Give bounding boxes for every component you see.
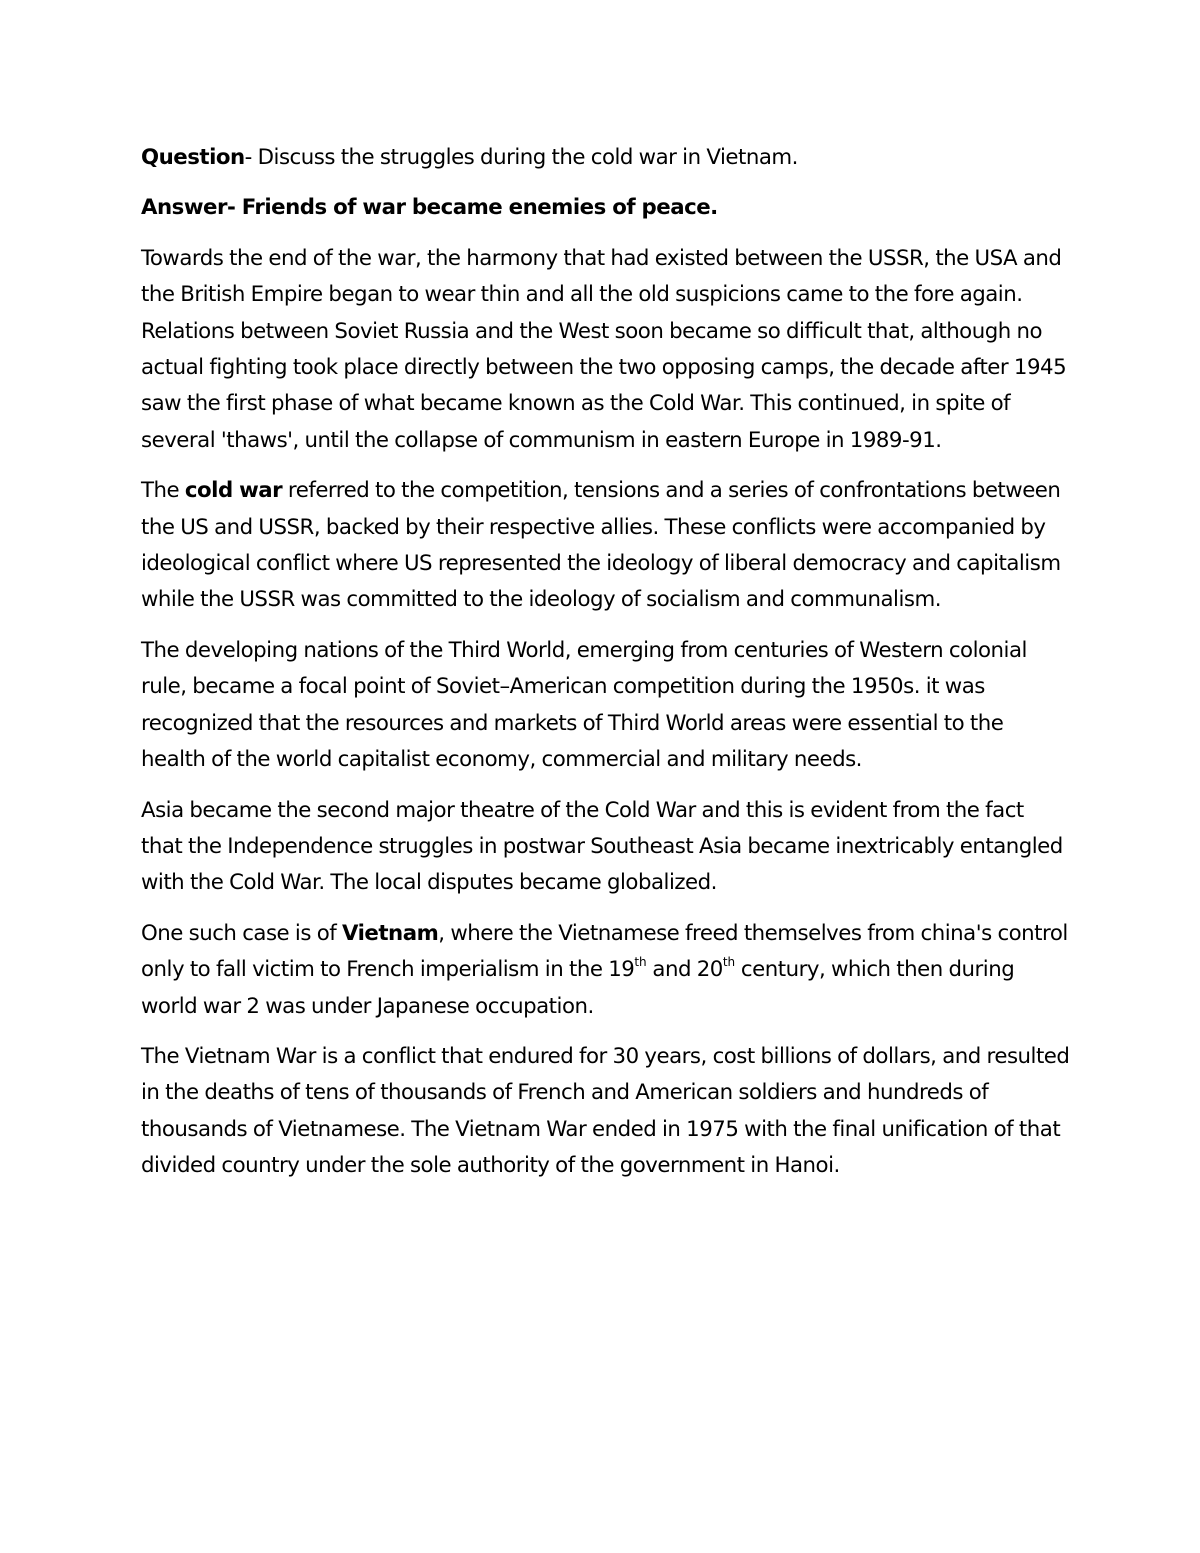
- paragraph-5-start: One such case is of: [141, 920, 343, 946]
- paragraph-1: Towards the end of the war, the harmony that had existed between the USSR, the USA and the British Empire began to wear thin and all the old suspicions came to the fore again. Relations between Soviet Russia and the West soon became so difficult that, although no actual fighting took place directly between the two opposing camps, the decade after 1945 saw the first phase of what became known as the Cold War. This continued, in spite of several 'thaws', until the collapse of communism in eastern Europe in 1989-91.: [141, 245, 1067, 453]
- question-label: Question: [141, 145, 245, 170]
- paragraph-2-bold-term: cold war: [184, 478, 283, 504]
- paragraph-6: The Vietnam War is a conflict that endured for 30 years, cost billions of dollars, and resulted in the deaths of tens of thousands of French and American soldiers and hundreds of thousands of Vietnamese. The Vietnam War ended in 1975 with the final unification of that divided country under the sole authority of the government in Hanoi.: [141, 1043, 1070, 1179]
- paragraph-5-end: century, which then during world war 2 was under Japanese occupation.: [141, 957, 1015, 1019]
- paragraph-2: [141, 473, 1070, 619]
- paragraph-2-start: The: [141, 478, 185, 504]
- answer-heading: Answer- Friends of war became enemies of peace.: [141, 195, 718, 221]
- paragraph-5-middle-1: , where the Vietnamese freed themselves from china's control only to fall victim to French imperialism in the 19: [141, 920, 1068, 983]
- paragraph-5-middle-2: and 20: [646, 957, 723, 983]
- question-line: [141, 140, 1070, 176]
- paragraph-5-bold-term: Vietnam: [342, 920, 439, 946]
- paragraph-2-rest: referred to the competition, tensions and a series of confrontations between the US and USSR, backed by their respective allies. These conflicts were accompanied by ideological conflict where US represented the ideology of liberal democracy and capitalism while the USSR was committed to the ideology of socialism and communalism.: [141, 478, 1061, 613]
- superscript-th-2: th: [722, 955, 736, 970]
- superscript-th-1: th: [634, 955, 647, 970]
- question-text: - Discuss the struggles during the cold war in Vietnam.: [244, 145, 798, 170]
- paragraph-4: Asia became the second major theatre of the Cold War and this is evident from the fact that the Independence struggles in postwar Southeast Asia became inextricably entangled with the Cold War. The local disputes became globalized.: [141, 797, 1063, 896]
- paragraph-5: [141, 916, 1070, 1025]
- paragraph-3: The developing nations of the Third World, emerging from centuries of Western colonial rule, became a focal point of Soviet–American competition during the 1950s. it was recognized that the resources and markets of Third World areas were essential to the health of the world capitalist economy, commercial and military needs.: [141, 637, 1027, 773]
